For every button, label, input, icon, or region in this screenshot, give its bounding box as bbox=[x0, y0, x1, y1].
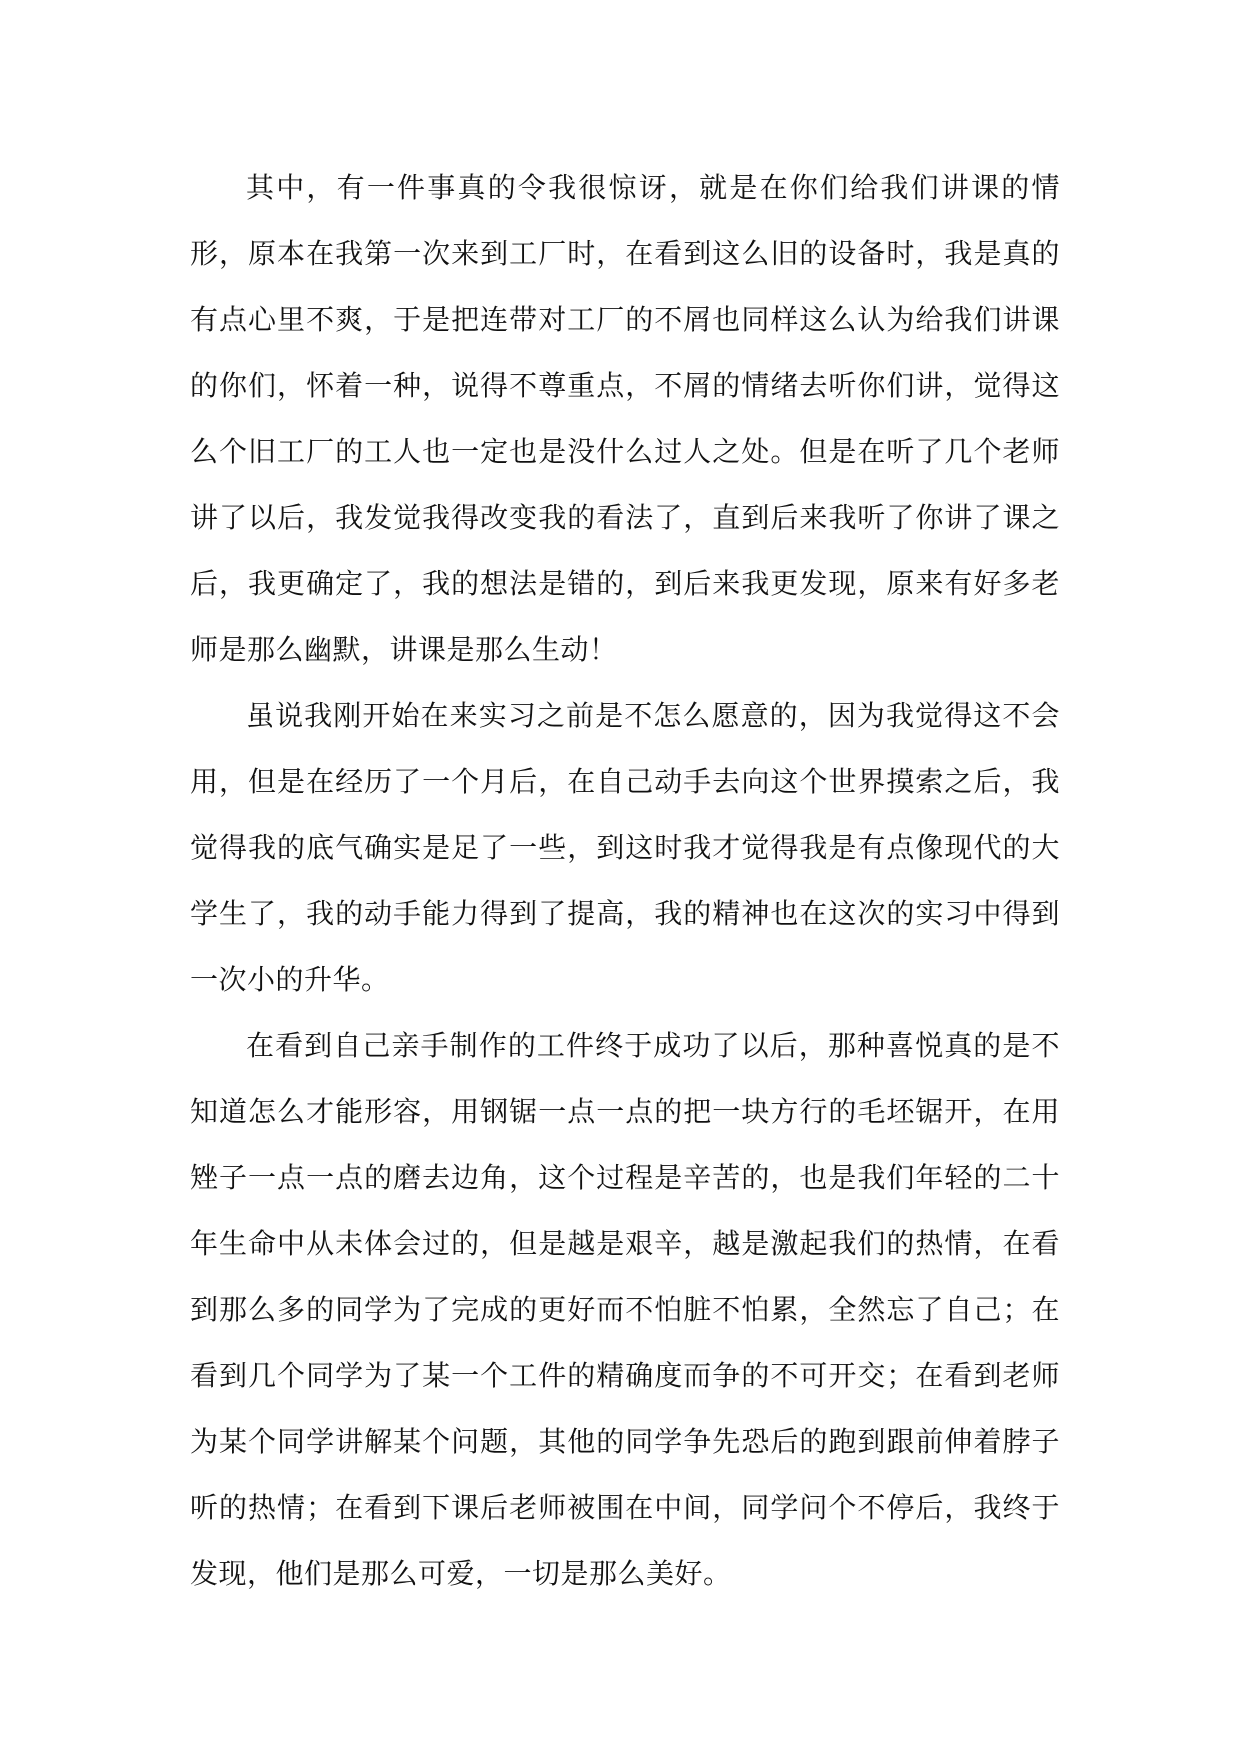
paragraph-2: 虽说我刚开始在来实习之前是不怎么愿意的，因为我觉得这不会用，但是在经历了一个月后，在自己动手去向这个世界摸索之后，我觉得我的底气确实是足了一些，到这时我才觉得我是有点像现代的大学生了，我的动手能力得到了提高，我的精神也在这次的实习中得到一次小的升华。 bbox=[190, 699, 1060, 996]
document-body bbox=[190, 155, 1060, 1607]
paragraph-1: 其中，有一件事真的令我很惊讶，就是在你们给我们讲课的情形，原本在我第一次来到工厂时，在看到这么旧的设备时，我是真的有点心里不爽，于是把连带对工厂的不屑也同样这么认为给我们讲课的你们，怀着一种，说得不尊重点，不屑的情绪去听你们讲，觉得这么个旧工厂的工人也一定也是没什么过人之处。但是在听了几个老师讲了以后，我发觉我得改变我的看法了，直到后来我听了你讲了课之后，我更确定了，我的想法是错的，到后来我更发现，原来有好多老师是那么幽默，讲课是那么生动！ bbox=[190, 171, 1060, 666]
paragraph-3: 在看到自己亲手制作的工件终于成功了以后，那种喜悦真的是不知道怎么才能形容，用钢锯一点一点的把一块方行的毛坯锯开，在用矬子一点一点的磨去边角，这个过程是辛苦的，也是我们年轻的二十年生命中从未体会过的，但是越是艰辛，越是激起我们的热情，在看到那么多的同学为了完成的更好而不怕脏不怕累，全然忘了自己；在看到几个同学为了某一个工件的精确度而争的不可开交；在看到老师为某个同学讲解某个问题，其他的同学争先恐后的跑到跟前伸着脖子听的热情；在看到下课后老师被围在中间，同学问个不停后，我终于发现，他们是那么可爱，一切是那么美好。 bbox=[190, 1029, 1060, 1590]
